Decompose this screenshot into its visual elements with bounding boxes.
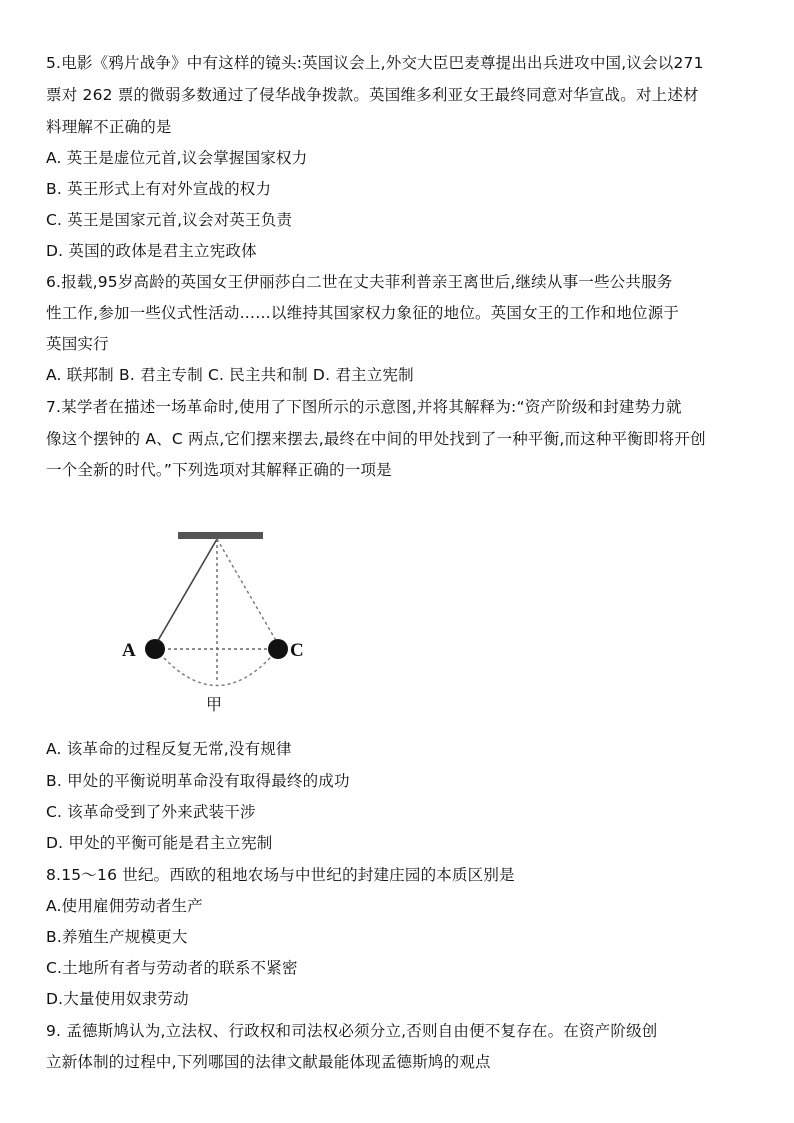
- q8-option-b: B.养殖生产规模更大: [46, 928, 188, 946]
- q8-stem: 8.15～16 世纪。西欧的租地农场与中世纪的封建庄园的本质区别是: [46, 866, 515, 884]
- pendulum-ceiling-bar: [178, 532, 263, 539]
- q5-option-c: C. 英王是国家元首,议会对英王负责: [46, 211, 293, 229]
- q6-stem-line-2: 性工作,参加一些仪式性活动……以维持其国家权力象征的地位。英国女王的工作和地位源于: [46, 304, 680, 322]
- q7-stem-line-1: 7.某学者在描述一场革命时,使用了下图所示的示意图,并将其解释为:“资产阶级和封建势力就: [46, 398, 682, 416]
- q5-option-a: A. 英王是虚位元首,议会掌握国家权力: [46, 149, 308, 167]
- pendulum-figure: [110, 522, 330, 722]
- q5-stem-line-1: 5.电影《鸦片战争》中有这样的镜头:英国议会上,外交大臣巴麦尊提出出兵进攻中国,议会以271: [46, 54, 704, 72]
- q7-option-b: B. 甲处的平衡说明革命没有取得最终的成功: [46, 772, 350, 790]
- q6-stem-line-3: 英国实行: [46, 335, 109, 353]
- q5-stem-line-2: 票对 262 票的微弱多数通过了侵华战争拨款。英国维多利亚女王最终同意对华宣战。对上述材: [46, 86, 699, 104]
- q7-option-c: C. 该革命受到了外来武装干涉: [46, 803, 256, 821]
- pendulum-string-c: [217, 539, 278, 644]
- pendulum-string-a: [156, 539, 217, 644]
- pendulum-label-c: C: [290, 640, 304, 661]
- q9-stem-line-2: 立新体制的过程中,下列哪国的法律文献最能体现孟德斯鸠的观点: [46, 1053, 491, 1071]
- q7-stem-line-2: 像这个摆钟的 A、C 两点,它们摆来摆去,最终在中间的甲处找到了一种平衡,而这种平衡即将开创: [46, 430, 706, 448]
- q8-option-a: A.使用雇佣劳动者生产: [46, 897, 203, 915]
- q6-stem-line-1: 6.报载,95岁高龄的英国女王伊丽莎白二世在丈夫菲利普亲王离世后,继续从事一些公共服务: [46, 273, 673, 291]
- q5-stem-line-3: 料理解不正确的是: [46, 118, 172, 136]
- q7-option-a: A. 该革命的过程反复无常,没有规律: [46, 740, 292, 758]
- pendulum-bob-a: [145, 639, 165, 659]
- q8-option-d: D.大量使用奴隶劳动: [46, 990, 189, 1008]
- q5-option-d: D. 英国的政体是君主立宪政体: [46, 242, 257, 260]
- q7-option-d: D. 甲处的平衡可能是君主立宪制: [46, 834, 273, 852]
- pendulum-label-jia: 甲: [206, 695, 223, 714]
- q9-stem-line-1: 9. 孟德斯鸠认为,立法权、行政权和司法权必须分立,否则自由便不复存在。在资产阶级创: [46, 1022, 658, 1040]
- q7-stem-line-3: 一个全新的时代。”下列选项对其解释正确的一项是: [46, 461, 392, 479]
- q8-option-c: C.土地所有者与劳动者的联系不紧密: [46, 959, 298, 977]
- pendulum-label-a: A: [122, 640, 136, 661]
- q6-options: A. 联邦制 B. 君主专制 C. 民主共和制 D. 君主立宪制: [46, 366, 414, 384]
- q5-option-b: B. 英王形式上有对外宣战的权力: [46, 180, 272, 198]
- pendulum-bob-c: [268, 639, 288, 659]
